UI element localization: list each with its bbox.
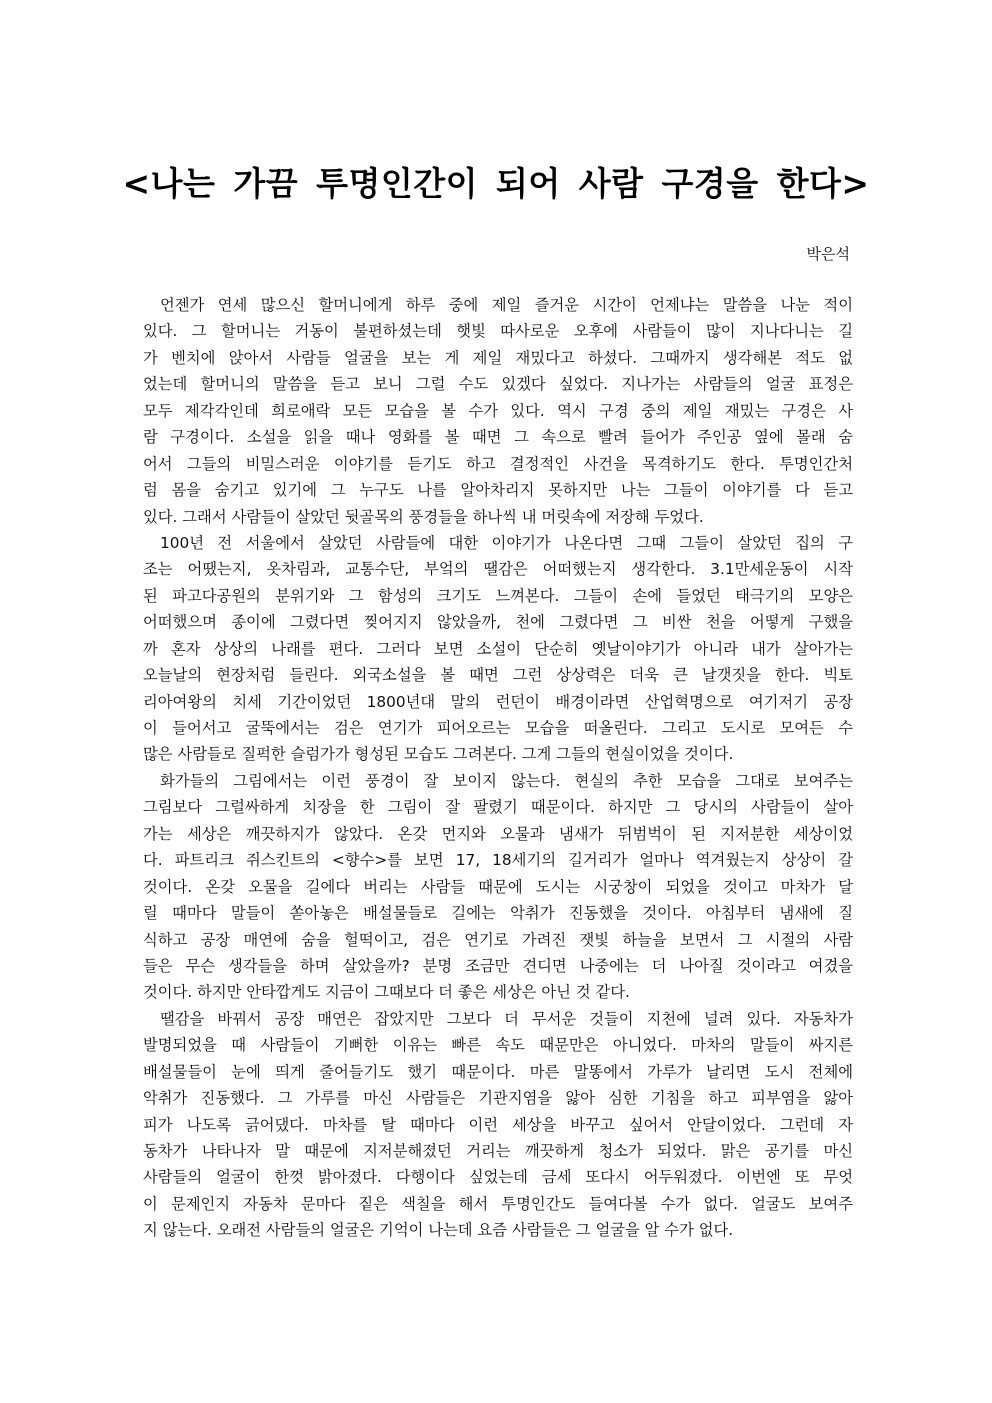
text-line: 지 않는다. 오래전 사람들의 얼굴은 기억이 나는데 요즘 사람들은 그 얼굴을 알 수가 없다. (143, 1221, 734, 1240)
text-line: 조는 어땠는지, 옷차림과, 교통수단, 부엌의 땔감은 어떠했는지 생각한다. 3.1만세운동이 시작 (143, 560, 853, 579)
text-line: 이 문제인지 자동차 문마다 짙은 색칠을 해서 투명인간도 들여다볼 수가 없다. 얼굴도 보여주 (143, 1194, 853, 1213)
paragraph-4 (143, 1006, 853, 1244)
text-line: 배설물들이 눈에 띄게 줄어들기도 했기 때문이다. 마른 말똥에서 가루가 날리면 도시 전체에 (143, 1062, 853, 1081)
document-title: <나는 가끔 투명인간이 되어 사람 구경을 한다> (122, 164, 870, 203)
text-line: 사람들의 얼굴이 한껏 밝아졌다. 다행이다 싶었는데 금세 또다시 어두워졌다. 이번엔 또 무엇 (143, 1168, 853, 1187)
text-line: 언젠가 연세 많으신 할머니에게 하루 중에 제일 즐거운 시간이 언제냐는 말씀을 나눈 적이 (160, 296, 853, 314)
text-line: 이 들어서고 굴뚝에서는 검은 연기가 피어오르는 모습을 떠올린다. 그리고 도시로 모여든 수 (143, 719, 853, 737)
text-line: 많은 사람들로 질퍽한 슬럼가가 형성된 모습도 그려본다. 그게 그들의 현실이었을 것이다. (143, 745, 734, 764)
text-line: 화가들의 그림에서는 이런 풍경이 잘 보이지 않는다. 현실의 추한 모습을 그대로 보여주는 (160, 771, 853, 790)
text-line: 까 혼자 상상의 나래를 편다. 그러다 보면 소설이 단순히 옛날이야기가 아니라 내가 살아가는 (143, 639, 853, 658)
text-line: 있다. 그래서 사람들이 살았던 뒷골목의 풍경들을 하나씩 내 머릿속에 저장해 두었다. (143, 507, 704, 526)
text-line: 들은 무슨 생각들을 하며 살았을까? 분명 조금만 견디면 나중에는 더 나아질 것이라고 여겼을 (143, 956, 853, 975)
text-line: 모두 제각각인데 희로애락 모든 모습을 볼 수가 있다. 역시 구경 중의 제일 재밌는 구경은 사 (143, 401, 853, 420)
text-line: 발명되었을 때 사람들이 기뻐한 이유는 빠른 속도 때문만은 아니었다. 마차의 말들이 싸지른 (143, 1036, 853, 1055)
author-name: 박은석 (806, 245, 850, 263)
text-line: 악취가 진동했다. 그 가루를 마신 사람들은 기관지염을 앓아 심한 기침을 하고 피부염을 앓아 (143, 1089, 853, 1108)
text-line: 다. 파트리크 쥐스킨트의 <향수>를 보면 17, 18세기의 길거리가 얼마나 역겨웠는지 상상이 갈 (143, 851, 853, 870)
text-line: 식하고 공장 매연에 숨을 헐떡이고, 검은 연기로 가려진 잿빛 하늘을 보면서 그 시절의 사람 (143, 930, 853, 949)
text-line: 었는데 할머니의 말씀을 듣고 보니 그럴 수도 있겠다 싶었다. 지나가는 사람들의 얼굴 표정은 (143, 375, 853, 394)
text-line: 람 구경이다. 소설을 읽을 때나 영화를 볼 때면 그 속으로 빨려 들어가 주인공 옆에 몰래 숨 (143, 428, 853, 447)
paragraph-1 (143, 292, 853, 530)
text-line: 리아여왕의 치세 기간이었던 1800년대 말의 런던이 배경이라면 산업혁명으로 여기저기 공장 (143, 692, 853, 711)
text-line: 100년 전 서울에서 살았던 사람들에 대한 이야기가 나온다면 그때 그들이 살았던 집의 구 (160, 533, 853, 552)
text-line: 피가 나도록 긁어댔다. 마차를 탈 때마다 이런 세상을 바꾸고 싶어서 안달이었다. 그런데 자 (143, 1115, 853, 1134)
text-line: 오늘날의 현장처럼 들린다. 외국소설을 볼 때면 그런 상상력은 더욱 큰 날갯짓을 한다. 빅토 (143, 666, 853, 685)
paragraph-2 (143, 530, 853, 768)
paragraph-3 (143, 768, 853, 1006)
text-line: 그림보다 그럴싸하게 치장을 한 그림이 잘 팔렸기 때문이다. 하지만 그 당시의 사람들이 살아 (143, 798, 853, 817)
text-line: 가 벤치에 앉아서 사람들 얼굴을 보는 게 제일 재밌다고 하셨다. 그때까지 생각해본 적도 없 (143, 348, 853, 367)
text-line: 된 파고다공원의 분위기와 그 함성의 크기도 느껴본다. 그들이 손에 들었던 태극기의 모양은 (143, 586, 853, 605)
text-line: 어서 그들의 비밀스러운 이야기를 듣기도 하고 결정적인 사건을 목격하기도 한다. 투명인간처 (143, 454, 853, 473)
text-line: 럼 몸을 숨기고 있기에 그 누구도 나를 알아차리지 못하지만 나는 그들이 이야기를 다 듣고 (143, 481, 853, 500)
document-body (143, 292, 853, 1244)
text-line: 것이다. 온갖 오물을 길에다 버리는 사람들 때문에 도시는 시궁창이 되었을 것이고 마차가 달 (143, 877, 853, 896)
text-line: 동차가 나타나자 말 때문에 지저분해졌던 거리는 깨끗하게 청소가 되었다. 맑은 공기를 마신 (143, 1142, 853, 1160)
text-line: 있다. 그 할머니는 거동이 불편하셨는데 햇빛 따사로운 오후에 사람들이 많이 지나다니는 길 (143, 322, 853, 341)
text-line: 릴 때마다 말들이 쏟아놓은 배설물들로 길에는 악취가 진동했을 것이다. 아침부터 냄새에 질 (143, 904, 853, 923)
text-line: 것이다. 하지만 안타깝게도 지금이 그때보다 더 좋은 세상은 아닌 것 같다. (143, 983, 630, 1002)
text-line: 어떠했으며 종이에 그렸다면 찢어지지 않았을까, 천에 그렸다면 그 비싼 천을 어떻게 구했을 (143, 613, 853, 632)
text-line: 땔감을 바꿔서 공장 매연은 잡았지만 그보다 더 무서운 것들이 지천에 널려 있다. 자동차가 (160, 1009, 853, 1028)
text-line: 가는 세상은 깨끗하지가 않았다. 온갖 먼지와 오물과 냄새가 뒤범벅이 된 지저분한 세상이었 (143, 824, 853, 843)
